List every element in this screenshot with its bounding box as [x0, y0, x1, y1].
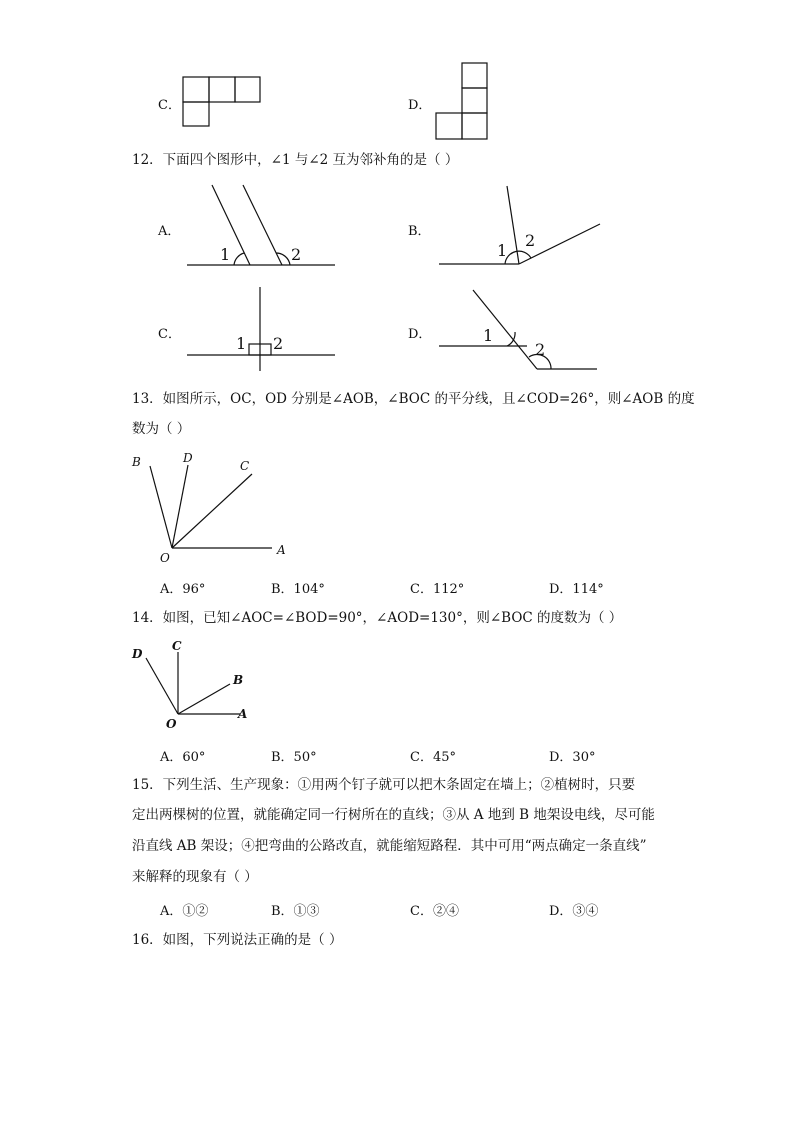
q15-line3: 沿直线 AB 架设；④把弯曲的公路改直，就能缩短路程．其中可用“两点确定一条直线”	[132, 838, 647, 854]
q14-option-c[interactable]: C．45°	[410, 750, 456, 765]
q12-option-a-label[interactable]: A．	[158, 224, 181, 239]
q13-option-c[interactable]: C．112°	[410, 582, 465, 597]
q12-d-angle1: 1	[483, 326, 494, 345]
q12-a-angle1: 1	[220, 245, 231, 264]
q13-label-c: C	[240, 459, 250, 473]
q13-option-b[interactable]: B．104°	[271, 582, 325, 597]
q13-option-d[interactable]: D．114°	[549, 582, 604, 597]
q16-stem: 16．如图，下列说法正确的是（ ）	[132, 932, 343, 948]
q15-line2: 定出两棵树的位置，就能确定同一行树所在的直线；③从 A 地到 B 地架设电线，尽可能	[132, 807, 655, 823]
q14-option-d[interactable]: D．30°	[549, 750, 596, 765]
q15-option-d[interactable]: D．③④	[549, 904, 599, 919]
q12-stem: 12．下面四个图形中，∠1 与∠2 互为邻补角的是（ ）	[132, 152, 459, 168]
q13-label-d: D	[183, 451, 193, 465]
q13-option-a[interactable]: A．96°	[160, 582, 206, 597]
q12-option-a-figure[interactable]	[180, 180, 340, 270]
q12-option-d-label[interactable]: D．	[408, 327, 432, 342]
q12-option-d-figure[interactable]	[435, 285, 605, 375]
q13-label-o: O	[160, 551, 170, 565]
q11-option-c-figure[interactable]	[182, 76, 262, 128]
q15-option-b[interactable]: B．①③	[271, 904, 320, 919]
q12-d-angle2: 2	[535, 340, 546, 359]
q12-option-b-figure[interactable]	[435, 180, 605, 270]
q15-line1: 15．下列生活、生产现象：①用两个钉子就可以把木条固定在墙上；②植树时，只要	[132, 777, 636, 793]
q12-c-angle2: 2	[273, 334, 284, 353]
q12-a-angle2: 2	[291, 245, 302, 264]
q12-option-c-label[interactable]: C．	[158, 327, 181, 342]
q14-option-b[interactable]: B．50°	[271, 750, 317, 765]
q12-b-angle1: 1	[497, 241, 508, 260]
q12-b-angle2: 2	[525, 231, 536, 250]
q14-label-o: O	[166, 717, 177, 731]
q12-option-b-label[interactable]: B．	[408, 224, 431, 239]
q15-option-c[interactable]: C．②④	[410, 904, 459, 919]
q13-label-b: B	[132, 455, 141, 469]
q12-c-angle1: 1	[236, 334, 247, 353]
q11-option-d-figure[interactable]	[435, 62, 491, 142]
q14-label-b: B	[233, 673, 244, 687]
q12-option-c-figure[interactable]	[180, 285, 340, 375]
q14-figure[interactable]	[128, 636, 258, 736]
q13-stem-line2: 数为（ ）	[132, 421, 191, 437]
q11-option-d-label[interactable]: D．	[408, 98, 432, 113]
q13-stem-line1: 13．如图所示，OC，OD 分别是∠AOB，∠BOC 的平分线，且∠COD=26°，则∠AOB 的度	[132, 391, 695, 407]
q11-option-c-label[interactable]: C．	[158, 98, 181, 113]
q14-stem: 14．如图，已知∠AOC=∠BOD=90°，∠AOD=130°，则∠BOC 的度数为（ ）	[132, 610, 623, 626]
q14-label-c: C	[172, 639, 182, 653]
q14-label-d: D	[132, 647, 143, 661]
q14-option-a[interactable]: A．60°	[160, 750, 206, 765]
q13-label-a: A	[277, 543, 286, 557]
q14-label-a: A	[238, 707, 248, 721]
q13-figure[interactable]	[128, 450, 298, 565]
q15-line4: 来解释的现象有（ ）	[132, 869, 258, 885]
q15-option-a[interactable]: A．①②	[160, 904, 209, 919]
